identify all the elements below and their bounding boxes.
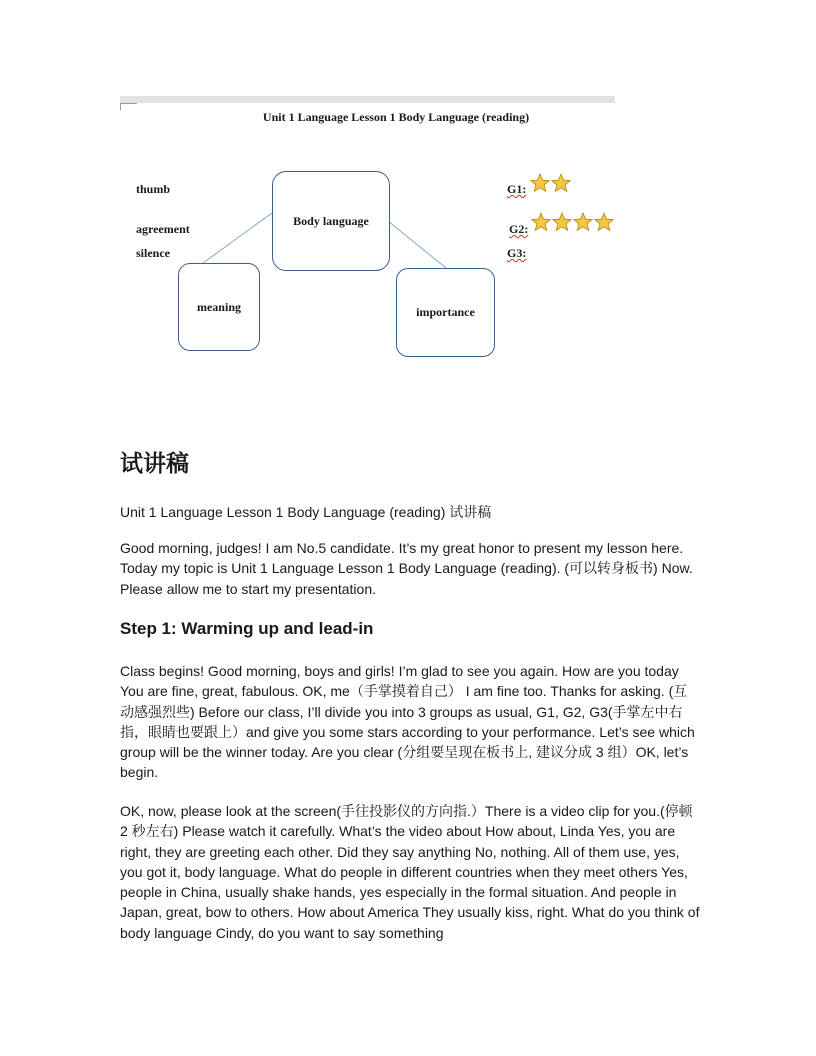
group-label-g1: G1: [507, 182, 527, 196]
step1-paragraph-2: OK, now, please look at the screen(手往投影仪的方向指.）There is a video clip for you.(停顿 2 秒左右) Please watch it carefully. What’s the video about How about, Linda Yes, you are right, they are greeting each other. Did they say anything No, nothing. All of them use, yes, you got it, body language. What do people in different countries when they meet others Yes, people in China, usually shake hands, yes especially in the formal situation. And people in Japan, great, bow to others. How about America They usually kiss, right. What do you think of body language Cindy, do you want to say something [120, 803, 700, 941]
star-icon [594, 212, 614, 232]
step1-paragraph-1: Class begins! Good morning, boys and girls! I’m glad to see you again. How are you today You are fine, great, fabulous. OK, me（手掌摸着自己） I am fine too. Thanks for asking. (互动感强烈些) Before our class, I’ll divide you into 3 groups as usual, G1, G2, G3(手掌左中右指，眼睛也要跟上）and give you some stars according to your performance. Let’s see which group will be the winner today. Are you clear (分组要呈现在板书上, 建议分成 3 组）OK, let’s begin. [120, 663, 695, 781]
group-label-g2: G2: [509, 222, 529, 236]
star-icon [552, 212, 572, 232]
connector-right [388, 221, 446, 268]
star-icon [530, 173, 550, 193]
word-agreement: agreement [136, 222, 190, 236]
connector-left [203, 213, 272, 263]
node-importance-label: importance [416, 305, 475, 319]
page-heading: 试讲稿 [120, 450, 189, 477]
node-body-language-label: Body language [293, 213, 369, 228]
intro-paragraph: Good morning, judges! I am No.5 candidate. It’s my great honor to present my lesson here. Today my topic is Unit 1 Language Lesson 1 Body Language (reading). (可以转身板书) Now. Please allow me to start my presentation. [120, 540, 693, 597]
board-title: Unit 1 Language Lesson 1 Body Language (reading) [262, 110, 530, 124]
word-thumb: thumb [136, 182, 171, 196]
node-importance [396, 268, 495, 357]
group-label-g3: G3: [507, 246, 527, 260]
node-meaning [178, 263, 260, 351]
star-icon [551, 173, 571, 193]
node-body-language [272, 171, 390, 271]
word-silence: silence [136, 246, 170, 260]
lesson-subtitle: Unit 1 Language Lesson 1 Body Language (reading) 试讲稿 [120, 504, 492, 520]
star-icon [531, 212, 551, 232]
group-stars-g2 [531, 212, 614, 232]
step1-heading: Step 1: Warming up and lead-in [120, 619, 374, 638]
node-meaning-label: meaning [196, 299, 241, 314]
star-icon [573, 212, 593, 232]
group-stars-g1 [530, 173, 571, 193]
